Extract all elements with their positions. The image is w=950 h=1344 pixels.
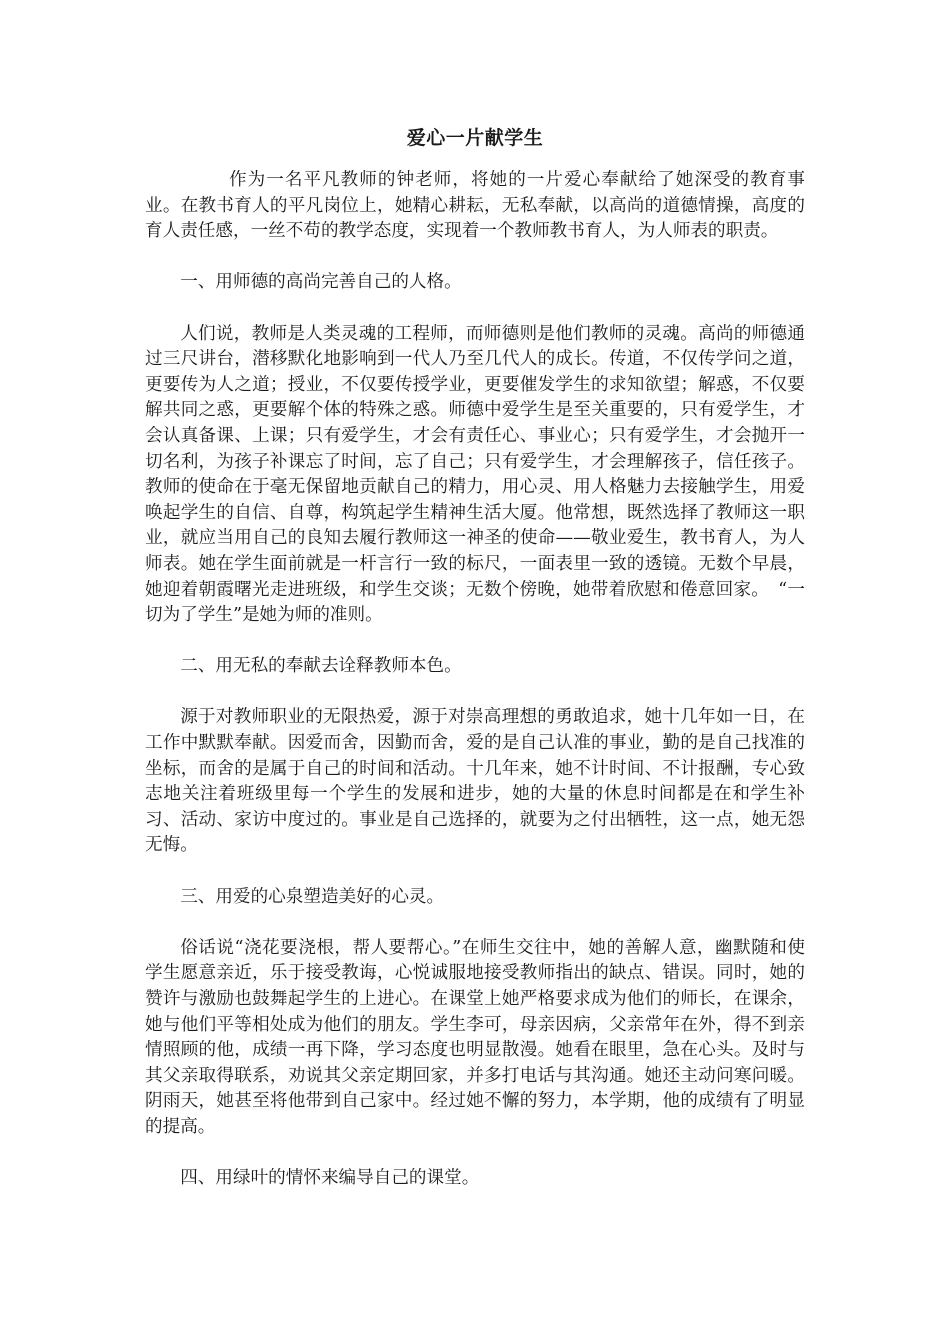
section-body-2: 源于对教师职业的无限热爱，源于对崇高理想的勇敢追求，她十几年如一日，在工作中默默奉献。因爱而舍，因勤而舍，爱的是自己认准的事业，勤的是自己找准的坐标，而舍的是属于自己的时间和活动。十几年来，她不计时间、不计报酬，专心致志地关注着班级里每一个学生的发展和进步，她的大量的休息时间都是在和学生补习、活动、家访中度过的。事业是自己选择的，就要为之付出牺牲，这一点，她无怨无悔。 <box>145 707 805 856</box>
paragraph-gap <box>145 1141 805 1167</box>
document-body <box>145 168 805 1192</box>
section-heading-2: 二、用无私的奉献去诠释教师本色。 <box>180 656 462 677</box>
paragraph-gap <box>145 859 805 885</box>
section-body-3: 俗话说“浇花要浇根，帮人要帮心。”在师生交往中，她的善解人意，幽默随和使学生愿意亲近，乐于接受教诲，心悦诚服地接受教师指出的缺点、错误。同时，她的赞许与激励也鼓舞起学生的上进心。在课堂上她严格要求成为他们的师长，在课余，她与他们平等相处成为他们的朋友。学生李可，母亲因病，父亲常年在外，得不到亲情照顾的他，成绩一再下降，学习态度也明显散漫。她看在眼里，急在心头。及时与其父亲取得联系，劝说其父亲定期回家，并多打电话与其沟通。她还主动问寒问暖。阴雨天，她甚至将他带到自己家中。经过她不懈的努力，本学期，他的成绩有了明显的提高。 <box>145 937 805 1137</box>
paragraph-gap <box>145 245 805 271</box>
intro-paragraph: 作为一名平凡教师的钟老师，将她的一片爱心奉献给了她深受的教育事业。在教书育人的平凡岗位上，她精心耕耘，无私奉献，以高尚的道德情操，高度的育人责任感，一丝不苟的教学态度，实现着一个教师教书育人，为人师表的职责。 <box>145 170 805 242</box>
document-title: 爱心一片献学生 <box>406 127 544 149</box>
section-heading-4: 四、用绿叶的情怀来编导自己的课堂。 <box>180 1168 480 1189</box>
paragraph-gap <box>145 910 805 936</box>
paragraph-gap <box>145 629 805 655</box>
section-heading-3: 三、用爱的心泉塑造美好的心灵。 <box>180 886 445 907</box>
paragraph-gap <box>145 680 805 706</box>
paragraph-gap <box>145 296 805 322</box>
section-heading-1: 一、用师德的高尚完善自己的人格。 <box>180 272 462 293</box>
section-body-1: 人们说，教师是人类灵魂的工程师，而师德则是他们教师的灵魂。高尚的师德通过三尺讲台，潜移默化地影响到一代人乃至几代人的成长。传道，不仅传学问之道，更要传为人之道；授业，不仅要传授学业，更要催发学生的求知欲望；解惑，不仅要解共同之惑，更要解个体的特殊之惑。师德中爱学生是至关重要的，只有爱学生，才会认真备课、上课；只有爱学生，才会有责任心、事业心；只有爱学生，才会抛开一切名利，为孩子补课忘了时间，忘了自己；只有爱学生，才会理解孩子，信任孩子。教师的使命在于毫无保留地贡献自己的精力，用心灵、用人格魅力去接触学生，用爱唤起学生的自信、自尊，构筑起学生精神生活大厦。他常想，既然选择了教师这一职业，就应当用自己的良知去履行教师这一神圣的使命——敬业爱生，教书育人，为人师表。她在学生面前就是一杆言行一致的标尺，一面表里一致的透镜。无数个早晨，她迎着朝霞曙光走进班级，和学生交谈；无数个傍晚，她带着欣慰和倦意回家。 “一切为了学生”是她为师的准则。 <box>145 323 805 626</box>
